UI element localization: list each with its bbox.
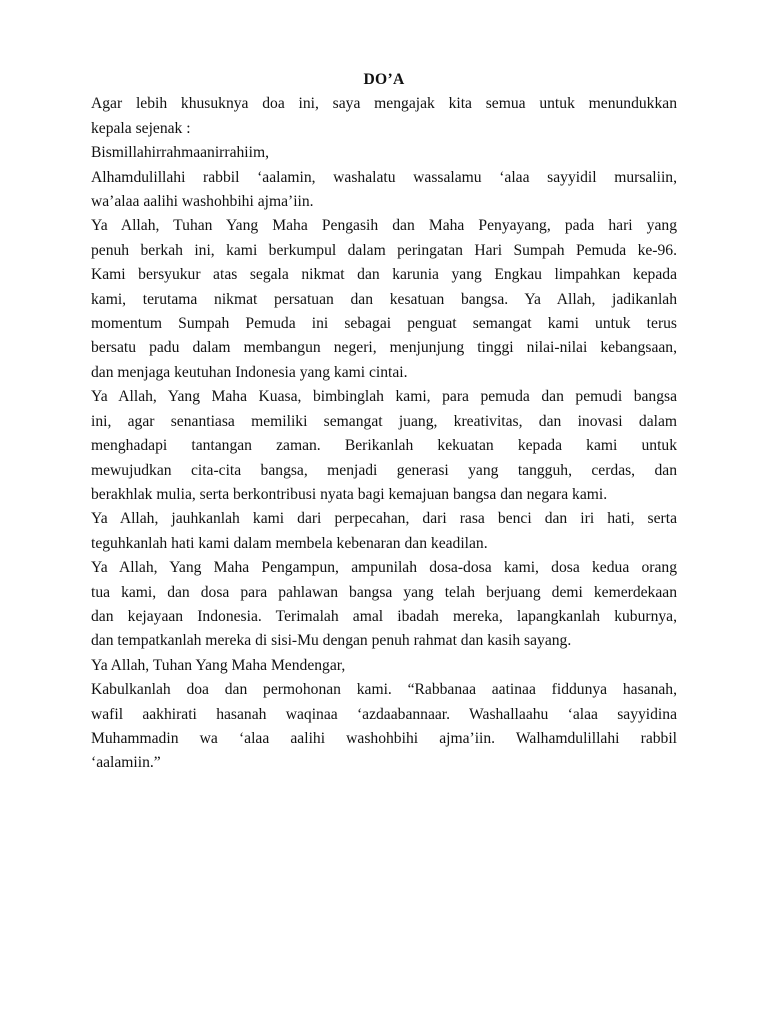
- document-body: [91, 68, 677, 776]
- paragraph-line: ini, agar senantiasa memiliki semangat juang, kreativitas, dan inovasi dalam: [91, 412, 677, 430]
- paragraph-line: Muhammadin wa ‘alaa aalihi washohbihi ajma’iin. Walhamdulillahi rabbil: [91, 729, 677, 747]
- paragraph: [91, 507, 677, 556]
- document-title: DO’A: [363, 71, 405, 88]
- paragraph-line: ‘aalamiin.”: [91, 754, 161, 772]
- paragraph-line: wa’alaa aalihi washohbihi ajma’iin.: [91, 193, 314, 211]
- paragraph-line: Alhamdulillahi rabbil ‘aalamin, washalatu wassalamu ‘alaa sayyidil mursaliin,: [91, 168, 677, 186]
- paragraph-line: wafil aakhirati hasanah waqinaa ‘azdaabannaar. Washallaahu ‘alaa sayyidina: [91, 705, 677, 723]
- paragraph: [91, 141, 677, 165]
- paragraph-line: dan menjaga keutuhan Indonesia yang kami cintai.: [91, 363, 408, 381]
- paragraph-line: Bismillahirrahmaanirrahiim,: [91, 144, 269, 162]
- paragraph-line: bersatu padu dalam membangun negeri, menjunjung tinggi nilai-nilai kebangsaan,: [91, 339, 677, 357]
- paragraph-line: menghadapi tantangan zaman. Berikanlah kekuatan kepada kami untuk: [91, 437, 677, 455]
- paragraph-line: tua kami, dan dosa para pahlawan bangsa yang telah berjuang demi kemerdekaan: [91, 583, 677, 601]
- paragraph-line: dan tempatkanlah mereka di sisi-Mu dengan penuh rahmat dan kasih sayang.: [91, 632, 572, 650]
- paragraph-line: Kami bersyukur atas segala nikmat dan karunia yang Engkau limpahkan kepada: [91, 266, 677, 284]
- paragraph-line: momentum Sumpah Pemuda ini sebagai penguat semangat kami untuk terus: [91, 315, 677, 333]
- paragraph-line: mewujudkan cita-cita bangsa, menjadi generasi yang tangguh, cerdas, dan: [91, 461, 677, 479]
- paragraph-line: dan kejayaan Indonesia. Terimalah amal ibadah mereka, lapangkanlah kuburnya,: [91, 607, 677, 625]
- paragraph-line: penuh berkah ini, kami berkumpul dalam peringatan Hari Sumpah Pemuda ke-96.: [91, 241, 677, 259]
- paragraph-line: Ya Allah, Yang Maha Kuasa, bimbinglah kami, para pemuda dan pemudi bangsa: [91, 388, 677, 406]
- paragraph-line: Ya Allah, Tuhan Yang Maha Pengasih dan Maha Penyayang, pada hari yang: [91, 217, 677, 235]
- paragraph-line: teguhkanlah hati kami dalam membela kebenaran dan keadilan.: [91, 534, 488, 552]
- paragraph: [91, 654, 677, 678]
- paragraph-line: kami, terutama nikmat persatuan dan kesatuan bangsa. Ya Allah, jadikanlah: [91, 290, 677, 308]
- paragraph: [91, 214, 677, 385]
- paragraph-line: Ya Allah, Yang Maha Pengampun, ampunilah dosa-dosa kami, dosa kedua orang: [91, 559, 677, 577]
- paragraph: [91, 92, 677, 141]
- paragraph-line: Ya Allah, Tuhan Yang Maha Mendengar,: [91, 656, 346, 674]
- paragraph: [91, 385, 677, 507]
- paragraph: [91, 678, 677, 776]
- paragraph-list: [91, 92, 677, 775]
- paragraph: [91, 166, 677, 215]
- paragraph-line: Ya Allah, jauhkanlah kami dari perpecahan, dari rasa benci dan iri hati, serta: [91, 510, 677, 528]
- paragraph: [91, 556, 677, 654]
- paragraph-line: Agar lebih khusuknya doa ini, saya mengajak kita semua untuk menundukkan: [91, 95, 677, 113]
- paragraph-line: berakhlak mulia, serta berkontribusi nyata bagi kemajuan bangsa dan negara kami.: [91, 485, 608, 503]
- paragraph-line: kepala sejenak :: [91, 119, 191, 137]
- paragraph-line: Kabulkanlah doa dan permohonan kami. “Rabbanaa aatinaa fiddunya hasanah,: [91, 681, 677, 699]
